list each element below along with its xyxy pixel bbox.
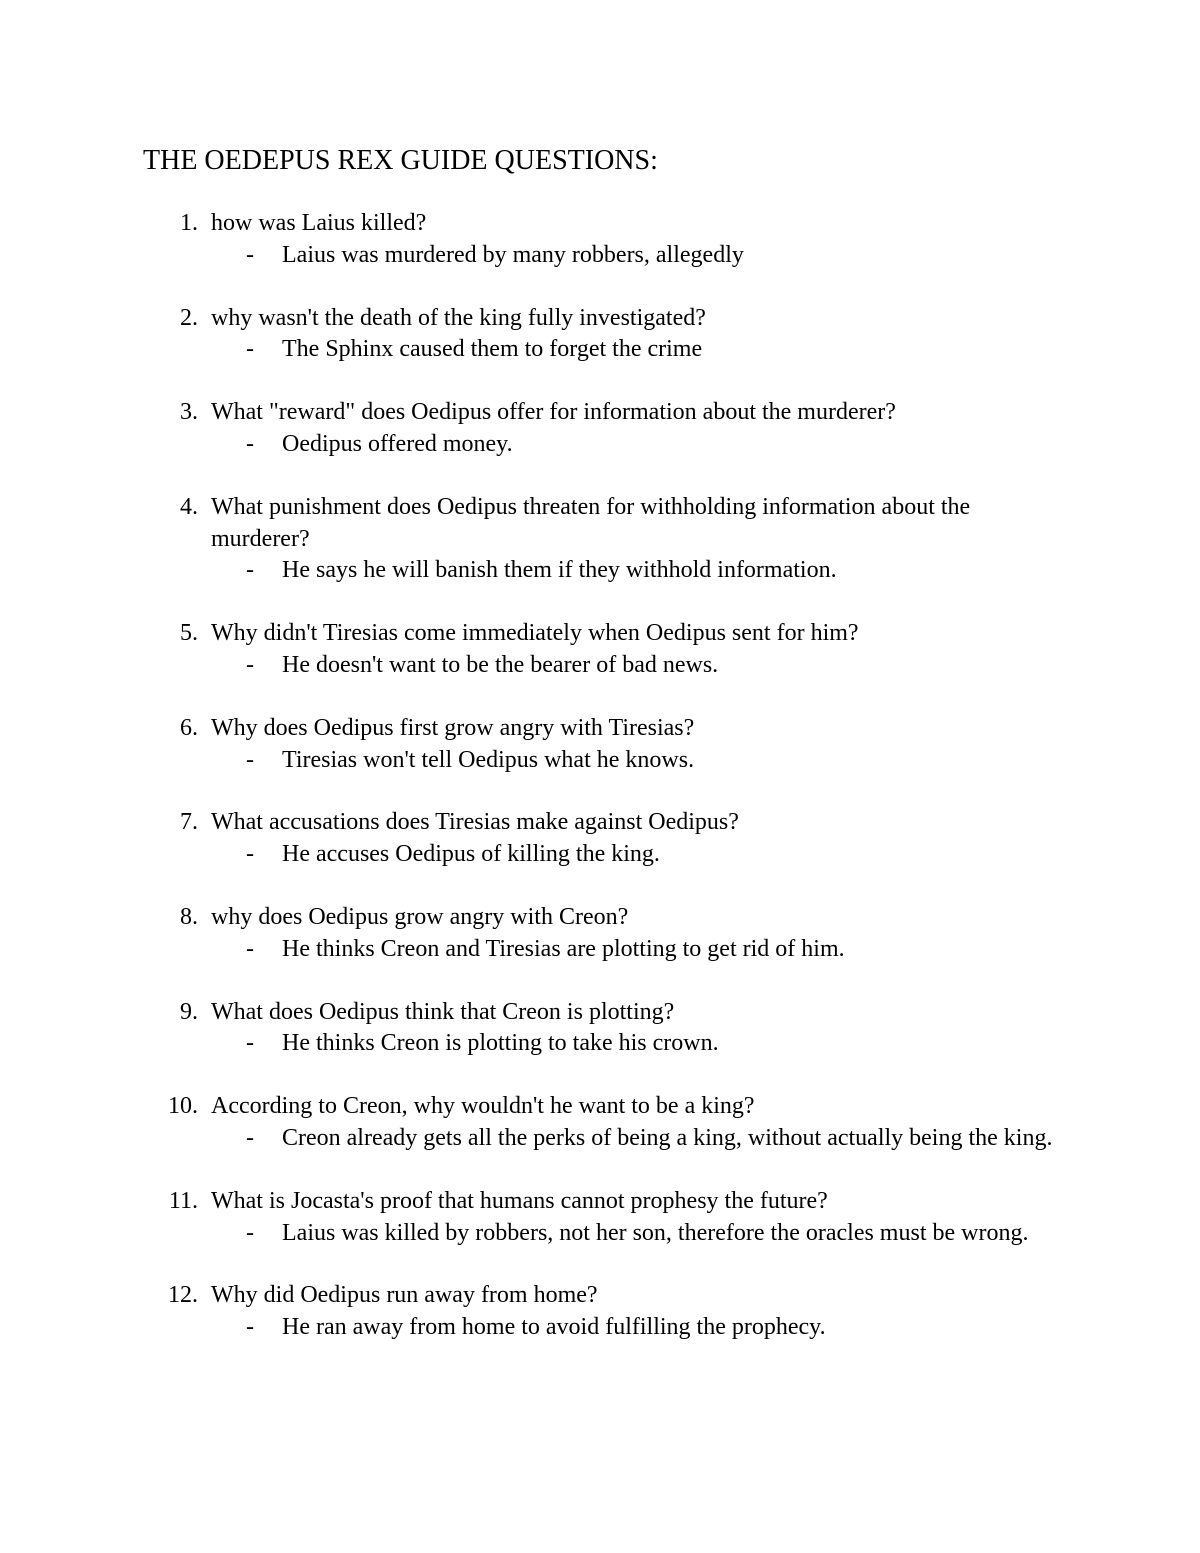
question xyxy=(0,902,1071,934)
list-item xyxy=(0,208,1200,272)
question-number: 2. xyxy=(180,304,198,331)
answer-text: He says he will banish them if they withhold information. xyxy=(282,557,837,584)
question-number: 5. xyxy=(180,620,198,647)
answer xyxy=(0,839,1072,871)
question-number: 6. xyxy=(180,714,198,741)
list-item xyxy=(0,902,1200,966)
question-text: What accusations does Tiresias make against Oedipus? xyxy=(211,809,739,836)
answer-text: Creon already gets all the perks of being a king, without actually being the king. xyxy=(282,1124,1053,1151)
answer-dash: - xyxy=(246,1124,254,1151)
question-text: why wasn't the death of the king fully investigated? xyxy=(211,304,706,331)
question-text: Why didn't Tiresias come immediately when Oedipus sent for him? xyxy=(211,620,859,647)
answer-dash: - xyxy=(246,651,254,678)
question-number: 8. xyxy=(180,903,198,930)
list-item xyxy=(0,1186,1200,1250)
answer xyxy=(0,1028,1072,1060)
list-item xyxy=(0,492,1200,587)
answer-dash: - xyxy=(246,430,254,457)
answer-dash: - xyxy=(246,1219,254,1246)
answer xyxy=(0,650,1072,682)
answer-text: Laius was killed by robbers, not her son, therefore the oracles must be wrong. xyxy=(282,1219,1029,1246)
answer-text: Laius was murdered by many robbers, allegedly xyxy=(282,241,744,268)
answer xyxy=(0,1218,1072,1250)
question-number: 3. xyxy=(180,399,198,426)
list-item xyxy=(0,618,1200,682)
question xyxy=(0,303,1071,335)
answer-text: He accuses Oedipus of killing the king. xyxy=(282,841,660,868)
answer-dash: - xyxy=(246,841,254,868)
question xyxy=(0,1280,1071,1312)
answer-dash: - xyxy=(246,557,254,584)
question-number: 10. xyxy=(168,1093,198,1120)
answer-dash: - xyxy=(246,1030,254,1057)
question-text: Why does Oedipus first grow angry with Tiresias? xyxy=(211,714,695,741)
answer-text: The Sphinx caused them to forget the crime xyxy=(282,336,703,363)
question xyxy=(0,618,1071,650)
question-number: 1. xyxy=(180,210,198,236)
question-text: According to Creon, why wouldn't he want to be a king? xyxy=(211,1093,755,1120)
question-number: 12. xyxy=(168,1282,198,1309)
answer-text: Oedipus offered money. xyxy=(282,430,513,457)
question xyxy=(0,713,1071,745)
question-number: 9. xyxy=(180,998,198,1025)
answer-text: Tiresias won't tell Oedipus what he knows. xyxy=(282,746,695,773)
question xyxy=(0,1186,1071,1218)
answer-text: He doesn't want to be the bearer of bad news. xyxy=(282,651,719,678)
list-item xyxy=(0,807,1200,871)
question-text: What does Oedipus think that Creon is plotting? xyxy=(211,998,675,1025)
question xyxy=(0,208,1071,240)
list-item xyxy=(0,397,1200,461)
answer xyxy=(0,1123,1072,1155)
answer xyxy=(0,240,1072,272)
question-number: 7. xyxy=(180,809,198,836)
answer xyxy=(0,334,1072,366)
answer-dash: - xyxy=(246,935,254,962)
answer-dash: - xyxy=(246,746,254,773)
answer xyxy=(0,934,1072,966)
list-item xyxy=(0,713,1200,777)
question-text: why does Oedipus grow angry with Creon? xyxy=(211,903,629,930)
answer-text: He ran away from home to avoid fulfilling the prophecy. xyxy=(282,1314,826,1341)
answer-dash: - xyxy=(246,241,254,268)
answer-text: He thinks Creon and Tiresias are plotting to get rid of him. xyxy=(282,935,845,962)
answer xyxy=(0,745,1072,777)
question xyxy=(0,807,1071,839)
list-item xyxy=(0,1280,1200,1344)
answer-dash: - xyxy=(246,336,254,363)
question-text: how was Laius killed? xyxy=(211,210,427,236)
question-list xyxy=(0,208,1200,1375)
question-number: 11. xyxy=(168,1187,198,1214)
question-text: What is Jocasta's proof that humans cannot prophesy the future? xyxy=(211,1187,828,1214)
answer-dash: - xyxy=(246,1314,254,1341)
answer xyxy=(0,429,1072,461)
question-text: Why did Oedipus run away from home? xyxy=(211,1282,598,1309)
question xyxy=(0,1091,1071,1123)
question xyxy=(0,997,1071,1029)
question xyxy=(0,397,1071,429)
question-text: What punishment does Oedipus threaten for withholding information about the murderer? xyxy=(211,493,971,552)
list-item xyxy=(0,1091,1200,1155)
document-title: THE OEDEPUS REX GUIDE QUESTIONS: xyxy=(143,145,658,176)
question xyxy=(0,492,1071,556)
list-item xyxy=(0,303,1200,367)
list-item xyxy=(0,997,1200,1061)
answer xyxy=(0,555,1072,587)
answer xyxy=(0,1312,1072,1344)
question-text: What "reward" does Oedipus offer for information about the murderer? xyxy=(211,399,896,426)
question-number: 4. xyxy=(180,493,198,520)
answer-text: He thinks Creon is plotting to take his crown. xyxy=(282,1030,719,1057)
